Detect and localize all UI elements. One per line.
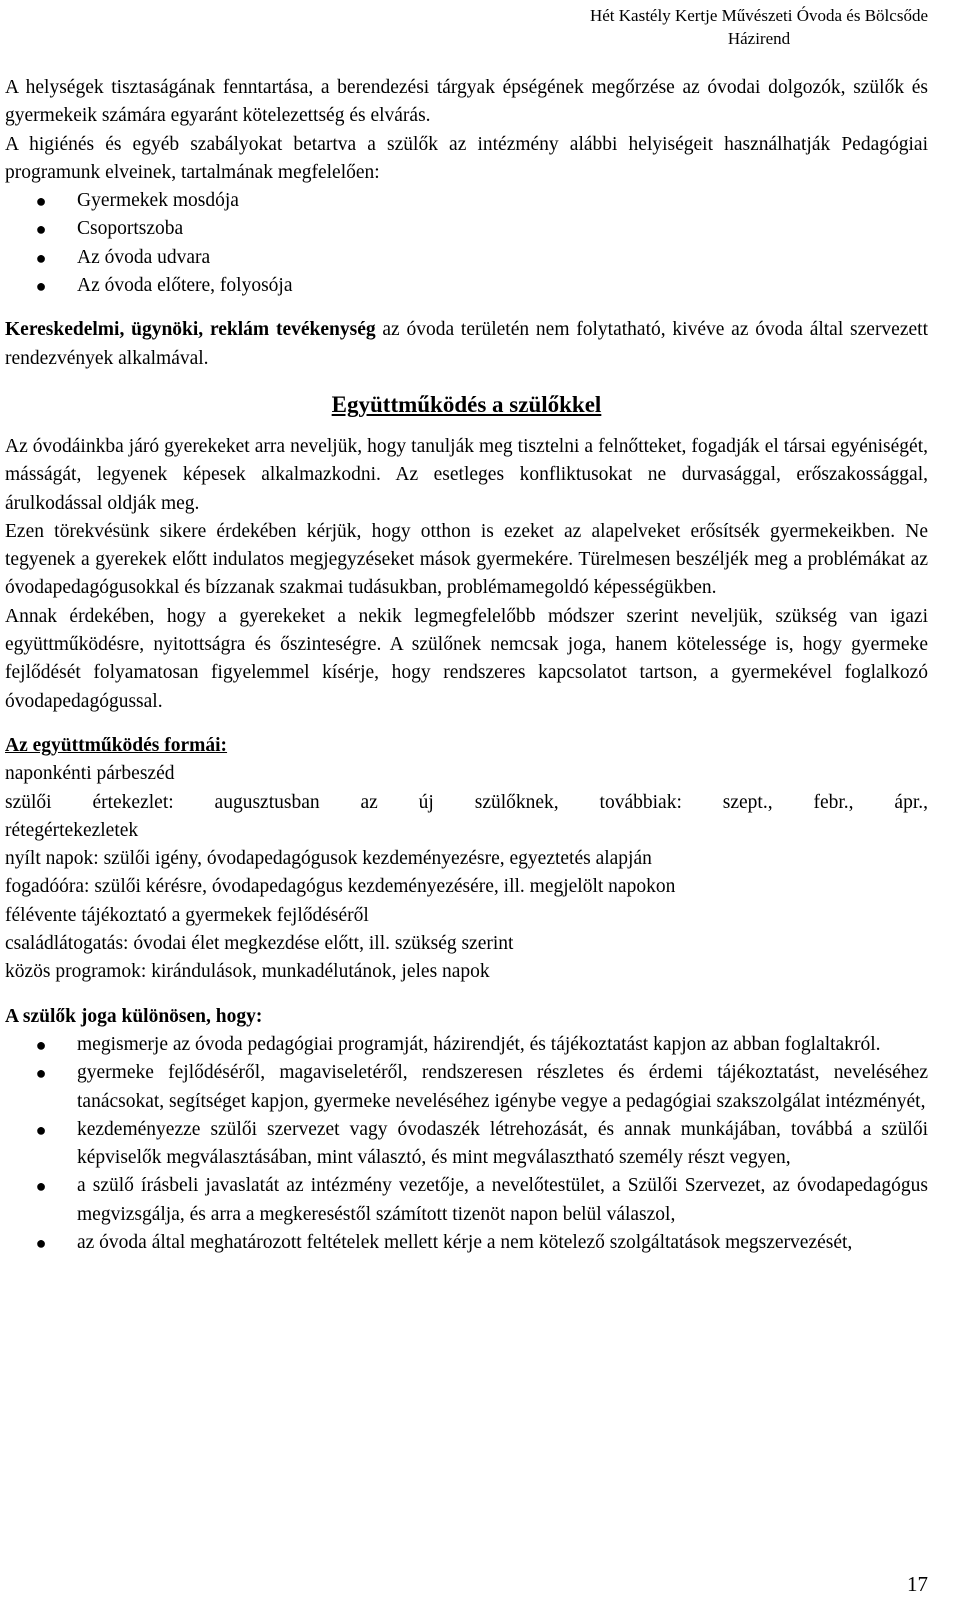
forms-item: nyílt napok: szülői igény, óvodapedagógusok kezdeményezésre, egyeztetés alapján <box>5 848 652 870</box>
forms-item: félévente tájékoztató a gyermekek fejlődéséről <box>5 904 369 926</box>
forms-item: naponkénti párbeszéd <box>5 763 175 785</box>
list-item: ● Gyermekek mosdója <box>5 187 928 215</box>
section-paragraph: Ezen törekvésünk sikere érdekében kérjük, hogy otthon is ezeket az alapelveket erősítsék gyermekeikben. Ne tegyenek a gyerekek előtt indulatos megjegyzéseket mások gyermekére. Türelmesen beszéljék meg a problémákat az óvodapedagógusokkal és bízzanak szakmai tudásukban, problémamegoldó képességükben. <box>5 520 928 599</box>
forms-item: rétegértekezletek <box>5 819 139 841</box>
bullet-icon: ● <box>35 219 47 240</box>
forms-item: közös programok: kirándulások, munkadélutánok, jeles napok <box>5 961 490 983</box>
page-header <box>590 4 928 50</box>
commerce-text: az óvoda területén nem folytatható, kivéve az óvoda által szervezett rendezvények alkalmával. <box>5 319 928 369</box>
list-item: ● kezdeményezze szülői szervezet vagy óvodaszék létrehozását, és annak munkájában, továbbá a szülői képviselők megválasztásában, mint választó, és mint megválasztható személy részt vegyen, <box>5 1116 928 1173</box>
bullet-icon: ● <box>35 1176 47 1197</box>
section-paragraph: Az óvodáinkba járó gyerekeket arra neveljük, hogy tanulják meg tisztelni a felnőtteket, fogadják el társai egyéniségét, másságát, legyenek képesek alkalmazkodni. Az esetleges konfliktusokat ne durvasággal, erőszakossággal, árulkodással oldják meg. <box>5 435 928 514</box>
bullet-icon: ● <box>35 1232 47 1253</box>
bullet-icon: ● <box>35 276 47 297</box>
intro-paragraph-2: A higiénés és egyéb szabályokat betartva a szülők az intézmény alábbi helyiségeit használhatják Pedagógiai programunk elveinek, tartalmának megfelelően: <box>5 133 928 183</box>
bullet-icon: ● <box>35 1063 47 1084</box>
rights-list <box>5 1031 928 1257</box>
forms-item: szülői értekezlet: augusztusban az új szülőknek, továbbiak: szept., febr., ápr., <box>5 791 928 813</box>
list-item: ● gyermeke fejlődéséről, magaviseletéről, rendszeresen részletes és érdemi tájékoztatást, neveléséhez tanácsokat, segítséget kapjon, gyermeke neveléséhez igénybe vegye a pedagógiai szakszolgálat intézményét, <box>5 1059 928 1116</box>
forms-item: fogadóóra: szülői kérésre, óvodapedagógus kezdeményezésére, ill. megjelölt napokon <box>5 876 676 898</box>
bullet-icon: ● <box>35 1034 47 1055</box>
commerce-paragraph <box>5 316 928 373</box>
intro-paragraph-1: A helységek tisztaságának fenntartása, a berendezési tárgyak épségének megőrzése az óvodai dolgozók, szülők és gyermekeik számára egyaránt kötelezettség és elvárás. <box>5 77 928 127</box>
rooms-list <box>5 187 928 300</box>
list-item: ● Csoportszoba <box>5 215 928 243</box>
header-institution: Hét Kastély Kertje Művészeti Óvoda és Bölcsőde <box>589 6 928 25</box>
document-body <box>5 74 928 1257</box>
list-item: ● Az óvoda előtere, folyosója <box>5 272 928 300</box>
section-title: Együttműködés a szülőkkel <box>331 391 602 417</box>
section-paragraph: Annak érdekében, hogy a gyerekeket a nekik legmegfelelőbb módszer szerint neveljük, szükség van igazi együttműködésre, nyitottságra és őszinteségre. A szülőnek nemcsak joga, hanem kötelessége is, hogy gyermeke fejlődését folyamatosan figyelemmel kísérje, hogy rendszeres kapcsolatot tartson, a gyermekével foglalkozó óvodapedagógussal. <box>5 605 928 712</box>
header-doc-title: Házirend <box>727 29 791 48</box>
list-item: ● az óvoda által meghatározott feltételek mellett kérje a nem kötelező szolgáltatások megszervezését, <box>5 1229 928 1257</box>
page-number: 17 <box>907 1572 928 1596</box>
rights-heading: A szülők joga különösen, hogy: <box>5 1005 263 1027</box>
list-item: ● megismerje az óvoda pedagógiai programját, házirendjét, és tájékoztatást kapjon az abban foglaltakról. <box>5 1031 928 1059</box>
bullet-icon: ● <box>35 1119 47 1140</box>
bullet-icon: ● <box>35 191 47 212</box>
list-item: ● a szülő írásbeli javaslatát az intézmény vezetője, a nevelőtestület, a Szülői Szervezet, az óvodapedagógus megvizsgálja, és arra a megkereséstől számított tizenöt napon belül válaszol, <box>5 1172 928 1229</box>
list-item: ● Az óvoda udvara <box>5 244 928 272</box>
commerce-bold-text: Kereskedelmi, ügynöki, reklám tevékenység <box>5 319 376 341</box>
bullet-icon: ● <box>35 247 47 268</box>
forms-item: családlátogatás: óvodai élet megkezdése előtt, ill. szükség szerint <box>5 933 514 955</box>
forms-heading: Az együttműködés formái: <box>5 734 228 756</box>
